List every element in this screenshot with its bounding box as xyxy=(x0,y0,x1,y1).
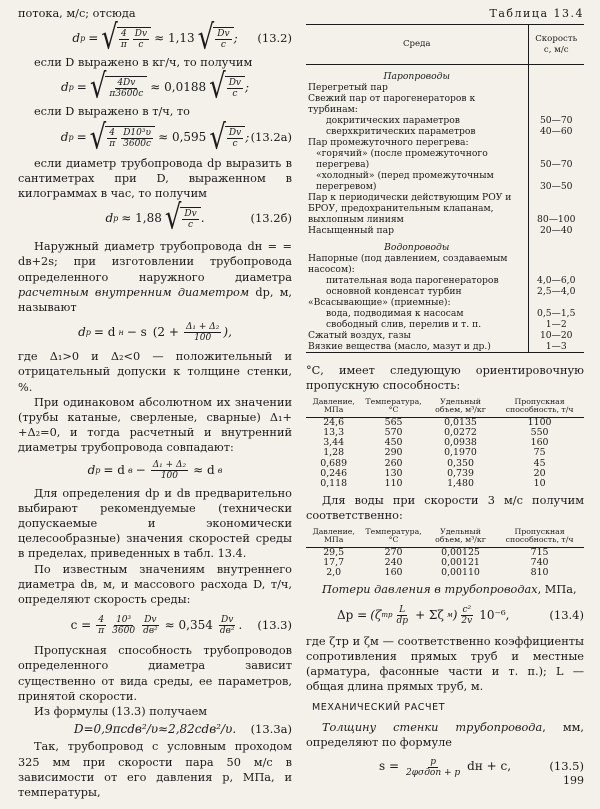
steam-capacity-table xyxy=(306,396,584,490)
paragraph xyxy=(306,582,584,597)
paragraph xyxy=(18,239,292,315)
table-cell: 17,7 xyxy=(323,557,345,569)
denominator: c xyxy=(188,219,194,230)
column-header: Давление, МПа xyxy=(306,396,361,418)
cell-speed xyxy=(528,297,584,308)
right-column xyxy=(306,6,584,784)
text-run-italic: Толщину стенки трубопровода xyxy=(322,720,543,734)
cell-medium: сверхкритических параметров xyxy=(306,126,528,137)
table-cell: 740 xyxy=(530,557,549,569)
radicand xyxy=(105,126,155,149)
denominator: 2φσдоп + p xyxy=(406,767,461,778)
table-cell: 0,00125 xyxy=(441,546,480,558)
cell-medium: вода, подводимая к насосам xyxy=(306,308,528,319)
cell-speed: 1—2 xyxy=(545,319,567,331)
denominator: c xyxy=(232,88,238,99)
table-cell: 1,480 xyxy=(447,478,474,490)
text-run-italic: Потери давления в трубопроводах xyxy=(322,583,538,597)
column-header: Пропускная способность, т/ч xyxy=(495,526,584,548)
formula-text: ≈ 0,595 xyxy=(158,130,207,144)
column-header: Температура, °С xyxy=(361,526,426,548)
paragraph: потока, м/с; отсюда xyxy=(18,7,136,20)
formula-text: = xyxy=(76,130,87,144)
cell-medium: «холодный» (перед промежуточным перегревом) xyxy=(306,170,528,192)
text-run: Наружный диаметр трубопровода dн = = dв+2s; при изготовлении трубопровода определенного наружного диаметра xyxy=(18,240,292,284)
numerator: c² xyxy=(462,605,472,616)
table-cell: 570 xyxy=(384,427,403,438)
cell-medium: Насыщенный пар xyxy=(306,225,528,236)
formula-text: ; xyxy=(233,30,238,45)
paragraph: °С, имеет следующую ориентировочную пропускную способность: xyxy=(306,364,584,393)
paragraph: если диаметр трубопровода dр выразить в сантиметрах при D, выраженном в килограммах в час, то получим xyxy=(18,156,292,201)
table-cell: 450 xyxy=(384,437,403,449)
formula-text: ; xyxy=(245,79,250,94)
table-cell: 715 xyxy=(530,546,549,558)
text-run: , мм, определяют по формуле xyxy=(306,720,584,749)
table-row xyxy=(306,137,584,148)
fraction xyxy=(133,29,149,50)
formula-text: = xyxy=(76,79,87,94)
table-cell: 75 xyxy=(533,447,546,459)
fraction xyxy=(110,615,137,636)
radical-sign: √ xyxy=(164,198,182,238)
numerator: 4 xyxy=(109,128,116,139)
denominator: 2v xyxy=(461,616,473,627)
denominator: c xyxy=(220,39,226,50)
cell-speed xyxy=(528,93,584,115)
table-cell: 3,44 xyxy=(323,437,345,449)
table-cell: 290 xyxy=(384,447,403,459)
denominator: c xyxy=(138,39,144,50)
table-title: Таблица 13.4 xyxy=(489,7,584,20)
paragraph xyxy=(306,720,584,750)
formula-dp-equals-dv xyxy=(18,456,292,486)
fraction xyxy=(107,78,145,99)
table-row xyxy=(306,319,584,330)
table-row xyxy=(306,286,584,297)
equation-number: (13.2а) xyxy=(250,130,292,144)
denominator: 100 xyxy=(194,332,212,343)
column-header: Температура, °С xyxy=(361,396,426,418)
formula-13-3 xyxy=(18,607,292,643)
table-cell: 0,0135 xyxy=(444,416,477,428)
cell-medium: Пар промежуточного перегрева: xyxy=(306,137,528,148)
formula-text: ) xyxy=(452,608,458,623)
formula-sub: р xyxy=(85,327,91,337)
text-run-italic: расчетным внутренним диаметром xyxy=(18,285,250,299)
table-cell: 240 xyxy=(384,557,403,569)
fraction xyxy=(121,128,153,149)
fraction xyxy=(107,128,117,149)
table-cell: 0,0272 xyxy=(444,427,477,438)
table-cell: 0,0938 xyxy=(444,437,477,449)
formula-sub: в xyxy=(217,466,223,476)
formula-sub: р xyxy=(95,466,101,476)
table-row xyxy=(306,330,584,341)
formula-text: ; xyxy=(245,130,250,144)
numerator: Dv xyxy=(134,28,148,39)
denominator: π xyxy=(120,39,127,50)
formula-text: d xyxy=(60,79,69,94)
numerator: Dv xyxy=(221,614,234,625)
table-cell: 0,118 xyxy=(320,478,348,490)
table-cell: 260 xyxy=(384,457,403,469)
formula-dp-definition xyxy=(18,315,292,349)
cell-speed: 4,0—6,0 xyxy=(537,275,576,287)
paragraph: Так, трубопровод с условным проходом 325 мм при скорости пара 50 м/с в зависимости от его давления p, МПа, и температуры, xyxy=(18,740,292,799)
radical-sign: √ xyxy=(209,118,226,158)
section-heading: МЕХАНИЧЕСКИЙ РАСЧЕТ xyxy=(312,702,446,714)
table-cell: 0,1970 xyxy=(444,447,477,459)
paragraph: если D выражено в т/ч, то xyxy=(34,105,190,119)
formula-text: d xyxy=(78,324,86,339)
cell-speed: 10—20 xyxy=(539,330,573,342)
formula-text: = d xyxy=(93,324,116,339)
formula-sub: р xyxy=(80,33,86,43)
column-header: Удельный объем, м³/кг xyxy=(426,396,495,418)
fraction xyxy=(404,757,462,778)
table-row xyxy=(306,568,584,578)
numerator: Dv xyxy=(184,208,197,219)
cell-medium: Паропроводы xyxy=(306,65,528,83)
paragraph: При одинаковом абсолютном их значении (трубы катаные, сверленые, сварные) Δ₁+ +Δ₂=0, и тогда расчетный и внутренний диаметры трубопровода совпадают: xyxy=(18,395,292,455)
radical-sign: √ xyxy=(101,18,118,58)
fraction xyxy=(141,615,160,636)
table-row xyxy=(306,297,584,308)
formula-text: d xyxy=(105,210,114,225)
numerator: Dv xyxy=(144,614,157,625)
fraction xyxy=(119,29,129,50)
denominator: 100 xyxy=(160,471,179,482)
column-header: Среда xyxy=(306,25,528,65)
cell-speed: 20—40 xyxy=(539,225,573,237)
table-row xyxy=(306,93,584,115)
radical-sign: √ xyxy=(89,118,107,158)
paragraph: Для воды при скорости 3 м/с получим соответственно: xyxy=(306,494,584,523)
formula-text: d xyxy=(60,130,69,144)
formula-kg-h xyxy=(18,67,292,107)
cell-speed xyxy=(528,65,584,83)
paragraph: где ζтр и ζм — соответственно коэффициенты сопротивления прямых труб и местные (арматура, фасонные части и т. п.); L — общая длина прямых труб, м. xyxy=(306,634,584,694)
cell-speed xyxy=(528,137,584,148)
equation-number: (13.2б) xyxy=(250,210,292,225)
table-cell: 810 xyxy=(530,567,549,579)
table-cell: 110 xyxy=(384,478,403,490)
fraction xyxy=(184,322,221,343)
numerator: Dv xyxy=(228,77,242,88)
table-cell: 1100 xyxy=(527,416,552,428)
numerator: 4 xyxy=(98,614,105,625)
cell-medium: Сжатый воздух, газы xyxy=(306,330,528,341)
fraction xyxy=(459,605,474,626)
formula-sub: м xyxy=(446,611,453,620)
column-header: Пропускная способность, т/ч xyxy=(495,396,584,418)
fraction xyxy=(96,615,106,636)
formula-sub: н xyxy=(118,327,124,337)
formula-text: = xyxy=(88,30,99,45)
table-cell: 0,739 xyxy=(447,467,474,479)
formula-text: 10⁻⁶, xyxy=(479,608,510,623)
table-row xyxy=(306,192,584,225)
equation-number: (13.2) xyxy=(257,30,292,45)
cell-speed: 50—70 xyxy=(539,115,573,127)
formula-text: ≈ 1,13 xyxy=(154,30,195,45)
numerator: 4Dv xyxy=(117,77,136,88)
denominator: c xyxy=(232,139,238,150)
table-cell: 0,350 xyxy=(447,457,474,469)
formula-text: − xyxy=(135,463,146,478)
table-cell: 45 xyxy=(533,457,546,469)
table-row xyxy=(306,126,584,137)
numerator: 4 xyxy=(120,28,127,39)
table-cell: 2,0 xyxy=(326,567,342,579)
cell-medium: Свежий пар от парогенераторов к турбинам: xyxy=(306,93,528,115)
paragraph: По известным значениям внутреннего диаметра dв, м, и массового расхода D, т/ч, определяют скорость среды: xyxy=(18,562,292,607)
formula-sub: в xyxy=(127,466,133,476)
cell-medium: Напорные (под давлением, создаваемым насосом): xyxy=(306,253,528,275)
formula-text: c = xyxy=(70,617,92,632)
formula-sub: р xyxy=(113,213,119,223)
formula-sub: р xyxy=(68,133,74,142)
cell-speed: 50—70 xyxy=(539,159,573,171)
formula-text: ≈ d xyxy=(193,463,215,478)
table-row xyxy=(306,236,584,253)
fraction xyxy=(227,128,243,149)
formula-text: ≈ 0,354 xyxy=(164,617,213,632)
table-row xyxy=(306,341,584,353)
formula-text: Δp = xyxy=(337,608,368,623)
numerator: Δ₁ + Δ₂ xyxy=(185,321,220,332)
left-column xyxy=(18,6,292,800)
formula-text: = d xyxy=(103,463,125,478)
cell-speed xyxy=(528,236,584,253)
fraction xyxy=(227,78,243,99)
table-cell: 160 xyxy=(530,437,549,449)
table-row xyxy=(306,170,584,192)
text-run: dр, м, называют xyxy=(18,285,292,315)
cell-medium: Вязкие вещества (масло, мазут и др.) xyxy=(306,341,528,353)
formula-text: dн + c, xyxy=(467,759,512,774)
table-row xyxy=(306,275,584,286)
table-row xyxy=(306,115,584,126)
table-cell: 13,3 xyxy=(323,427,345,438)
formula-text: d xyxy=(87,463,96,478)
table-cell: 550 xyxy=(530,427,549,438)
cell-medium: свободный слив, перелив и т. п. xyxy=(306,319,528,330)
fraction xyxy=(215,29,231,50)
radicand xyxy=(180,207,200,230)
formula-text: D=0,9πcdв²/υ≈2,82cdв²/υ. xyxy=(73,721,237,736)
cell-medium: докритических параметров xyxy=(306,115,528,126)
denominator: dв² xyxy=(143,625,158,636)
table-cell: 270 xyxy=(384,546,403,558)
formula-text: − s xyxy=(126,324,147,339)
formula-text: s = xyxy=(379,759,400,774)
water-capacity-table xyxy=(306,526,584,579)
radicand xyxy=(117,27,151,50)
formula-13-4 xyxy=(306,598,584,634)
table-cell: 0,00110 xyxy=(441,567,480,579)
cell-speed xyxy=(528,253,584,275)
table-cell: 130 xyxy=(384,467,403,479)
formula-13-2 xyxy=(18,18,292,58)
cell-speed: 30—50 xyxy=(539,181,573,193)
table-cell: 29,5 xyxy=(323,546,345,558)
denominator: π xyxy=(98,625,105,636)
radicand xyxy=(225,126,245,149)
column-header: Давление, МПа xyxy=(306,526,361,548)
column-header: Удельный объем, м³/кг xyxy=(426,526,495,548)
numerator: Dv xyxy=(217,28,230,39)
cell-speed xyxy=(528,82,584,93)
formula-text: . xyxy=(238,617,243,632)
formula-text: ≈ 1,88 xyxy=(121,210,162,225)
radical-sign: √ xyxy=(197,18,215,58)
table-row xyxy=(306,148,584,170)
formula-text: + Σζ xyxy=(415,608,444,623)
table-row xyxy=(306,65,584,83)
paragraph: Из формулы (13.3) получаем xyxy=(34,705,208,719)
denominator: dр xyxy=(396,616,409,627)
denominator: 3600c xyxy=(123,139,152,150)
numerator: 10³ xyxy=(116,614,132,625)
formula-sub: тр xyxy=(381,611,393,620)
formula-text: . xyxy=(200,210,205,225)
table-cell: 0,246 xyxy=(320,467,348,479)
fraction xyxy=(218,615,237,636)
table-cell: 10 xyxy=(533,478,546,490)
table-row xyxy=(306,225,584,236)
formula-13-2b xyxy=(18,198,292,238)
numerator: p xyxy=(430,756,436,767)
cell-speed: 0,5—1,5 xyxy=(537,308,576,320)
table-cell: 24,6 xyxy=(323,416,345,428)
cell-speed: 2,5—4,0 xyxy=(537,286,576,298)
cell-speed: 1—3 xyxy=(528,341,584,353)
fraction xyxy=(182,209,198,230)
radical-sign: √ xyxy=(209,67,226,107)
numerator: Δ₁ + Δ₂ xyxy=(152,460,187,471)
formula-13-3a xyxy=(18,719,292,739)
table-cell: 20 xyxy=(533,467,546,479)
cell-medium: «горячий» (после промежуточного перегрева) xyxy=(306,148,528,170)
cell-speed: 40—60 xyxy=(539,126,573,138)
denominator: dв² xyxy=(219,625,235,636)
page-number: 199 xyxy=(563,774,584,787)
table-row xyxy=(306,479,584,489)
cell-speed: 80—100 xyxy=(537,214,576,226)
cell-medium: Водопроводы xyxy=(306,236,528,253)
formula-text: ≈ 0,0188 xyxy=(150,79,207,94)
cell-medium: питательная вода парогенераторов xyxy=(306,275,528,286)
table-row xyxy=(306,308,584,319)
cell-medium: Пар к периодически действующим РОУ и БРОУ, предохранительным клапанам, выхлопным линиям xyxy=(306,192,528,225)
table-cell: 1,28 xyxy=(323,447,345,459)
paragraph: где Δ₁>0 и Δ₂<0 — положительный и отрицательный допуски к толщине стенки, %. xyxy=(18,350,292,394)
column-header: Скорость c, м/с xyxy=(528,25,584,65)
paragraph: если D выражено в кг/ч, то получим xyxy=(34,56,253,70)
table-cell: 565 xyxy=(384,416,403,428)
paragraph: Пропускная способность трубопроводов определенного диаметра зависит существенно от вида среды, ее параметров, принятой скорости. xyxy=(18,644,292,703)
radicand xyxy=(225,76,245,99)
denominator: π xyxy=(109,139,116,150)
formula-13-5 xyxy=(306,750,584,784)
formula-text: (2 + xyxy=(152,324,179,339)
formula-text: ), xyxy=(223,324,232,339)
numerator: L xyxy=(399,605,406,616)
radicand xyxy=(213,27,233,50)
formula-sub: р xyxy=(68,82,74,92)
equation-number: (13.3) xyxy=(257,617,292,632)
equation-number: (13.5) xyxy=(549,759,584,774)
table-cell: 0,689 xyxy=(320,457,348,469)
speed-table-body xyxy=(306,65,584,353)
equation-number: (13.4) xyxy=(549,608,584,623)
text-run: , МПа, xyxy=(537,583,577,597)
formula-text: d xyxy=(72,30,81,45)
equation-number: (13.3а) xyxy=(250,721,292,736)
table-row xyxy=(306,253,584,275)
speed-table xyxy=(306,24,584,353)
numerator: Dv xyxy=(228,128,242,139)
radical-sign: √ xyxy=(89,67,107,107)
formula-13-2a xyxy=(18,120,292,156)
cell-medium: Перегретый пар xyxy=(306,82,528,93)
fraction xyxy=(151,460,188,481)
formula-text: (ζ xyxy=(370,608,382,623)
table-cell: 160 xyxy=(384,567,403,579)
fraction xyxy=(395,605,411,626)
table-cell: 0,00121 xyxy=(441,557,480,569)
paragraph: Для определения dр и dв предварительно выбирают рекомендуемые (технически допускаемые и экономически целесообразные) значения скоростей среды в пределах, приведенных в табл. 13.4. xyxy=(18,486,292,561)
cell-medium: «Всасывающие» (приемные): xyxy=(306,297,528,308)
denominator: π3600c xyxy=(109,88,144,99)
table-row xyxy=(306,82,584,93)
radicand xyxy=(105,76,147,99)
denominator: 3600 xyxy=(112,625,136,636)
numerator: D10³υ xyxy=(123,128,151,139)
cell-medium: основной конденсат турбин xyxy=(306,286,528,297)
